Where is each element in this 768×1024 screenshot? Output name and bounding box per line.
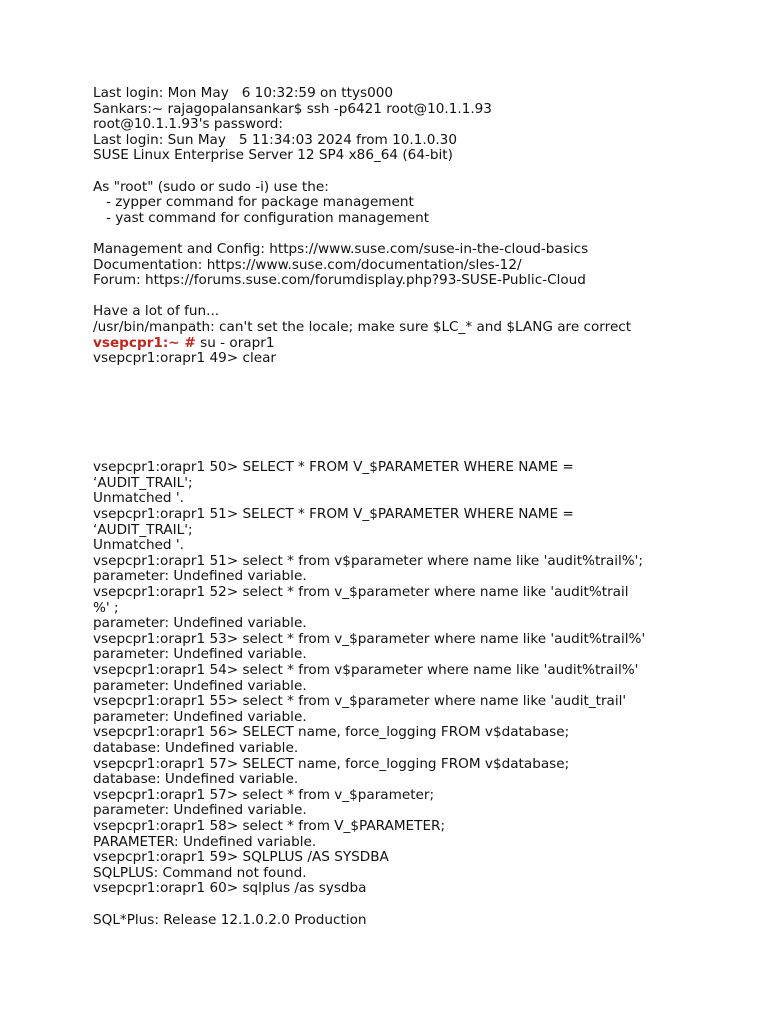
text-line: parameter: Undefined variable. [93, 646, 307, 663]
text-line: parameter: Undefined variable. [93, 615, 307, 632]
text-line: database: Undefined variable. [93, 739, 299, 756]
text-line: parameter: Undefined variable. [93, 802, 307, 819]
text-line: %' ; [93, 599, 119, 616]
root-prompt: vsepcpr1:~ # [93, 334, 196, 351]
text-line: - zypper command for package management [93, 194, 414, 211]
text-line: vsepcpr1:orapr1 57> SELECT name, force_logging FROM v$database; [93, 755, 570, 772]
text-line: vsepcpr1:orapr1 60> sqlplus /as sysdba [93, 880, 367, 897]
text-line: parameter: Undefined variable. [93, 708, 307, 725]
text-line: - yast command for configuration management [93, 209, 430, 226]
text-line: vsepcpr1:orapr1 51> select * from v$parameter where name like 'audit%trail%'; [93, 552, 643, 569]
text-line: vsepcpr1:orapr1 51> SELECT * FROM V_$PARAMETER WHERE NAME = [93, 506, 574, 523]
text-line: vsepcpr1:orapr1 56> SELECT name, force_logging FROM v$database; [93, 724, 570, 741]
text-line: root@10.1.1.93's password: [93, 116, 283, 133]
root-command: su - orapr1 [195, 334, 275, 351]
text-line: vsepcpr1:orapr1 58> select * from V_$PARAMETER; [93, 817, 446, 834]
blank-line [93, 897, 753, 913]
root-prompt-line [93, 336, 753, 352]
text-line: SQL*Plus: Release 12.1.0.2.0 Production [93, 911, 367, 928]
text-line: /usr/bin/manpath: can't set the locale; make sure $LC_* and $LANG are correct [93, 318, 632, 335]
text-line: Unmatched '. [93, 537, 184, 554]
text-line: Last login: Mon May 6 10:32:59 on ttys000 [93, 85, 394, 101]
blank-line [93, 226, 753, 242]
terminal-transcript [93, 86, 753, 928]
text-line: Documentation: https://www.suse.com/documentation/sles-12/ [93, 256, 522, 273]
text-line: vsepcpr1:orapr1 55> select * from v_$parameter where name like 'audit_trail' [93, 693, 627, 710]
text-line: vsepcpr1:orapr1 53> select * from v_$parameter where name like 'audit%trail%' [93, 630, 646, 647]
text-line: Unmatched '. [93, 490, 184, 507]
text-line: As "root" (sudo or sudo -i) use the: [93, 178, 329, 195]
text-line: SUSE Linux Enterprise Server 12 SP4 x86_64 (64-bit) [93, 147, 453, 164]
text-line: parameter: Undefined variable. [93, 568, 307, 585]
blank-line [93, 164, 753, 180]
text-line: ‘AUDIT_TRAIL'; [93, 521, 193, 538]
fun-block [93, 304, 753, 335]
root-usage-block [93, 180, 753, 227]
text-line: vsepcpr1:orapr1 50> SELECT * FROM V_$PARAMETER WHERE NAME = [93, 459, 574, 476]
text-line: Management and Config: https://www.suse.com/suse-in-the-cloud-basics [93, 240, 589, 257]
text-line: parameter: Undefined variable. [93, 677, 307, 694]
text-line: Sankars:~ rajagopalansankar$ ssh -p6421 root@10.1.1.93 [93, 100, 492, 117]
text-line: Last login: Sun May 5 11:34:03 2024 from 10.1.0.30 [93, 131, 457, 148]
text-line: vsepcpr1:orapr1 52> select * from v_$parameter where name like 'audit%trail [93, 584, 629, 601]
cleared-space [93, 367, 753, 461]
blank-line [93, 289, 753, 305]
text-line: Have a lot of fun... [93, 303, 220, 320]
clear-command-line: vsepcpr1:orapr1 49> clear [93, 350, 277, 367]
text-line: database: Undefined variable. [93, 771, 299, 788]
text-line: vsepcpr1:orapr1 59> SQLPLUS /AS SYSDBA [93, 849, 389, 866]
text-line: SQLPLUS: Command not found. [93, 864, 307, 881]
sqlplus-banner-block [93, 913, 753, 929]
text-line: PARAMETER: Undefined variable. [93, 833, 317, 850]
links-block [93, 242, 753, 289]
sql-attempts-block [93, 460, 753, 897]
text-line: vsepcpr1:orapr1 57> select * from v_$parameter; [93, 786, 435, 803]
text-line: vsepcpr1:orapr1 54> select * from v$parameter where name like 'audit%trail%' [93, 662, 639, 678]
text-line: Forum: https://forums.suse.com/forumdisplay.php?93-SUSE-Public-Cloud [93, 272, 586, 289]
login-block [93, 86, 753, 164]
text-line: ‘AUDIT_TRAIL'; [93, 474, 193, 491]
